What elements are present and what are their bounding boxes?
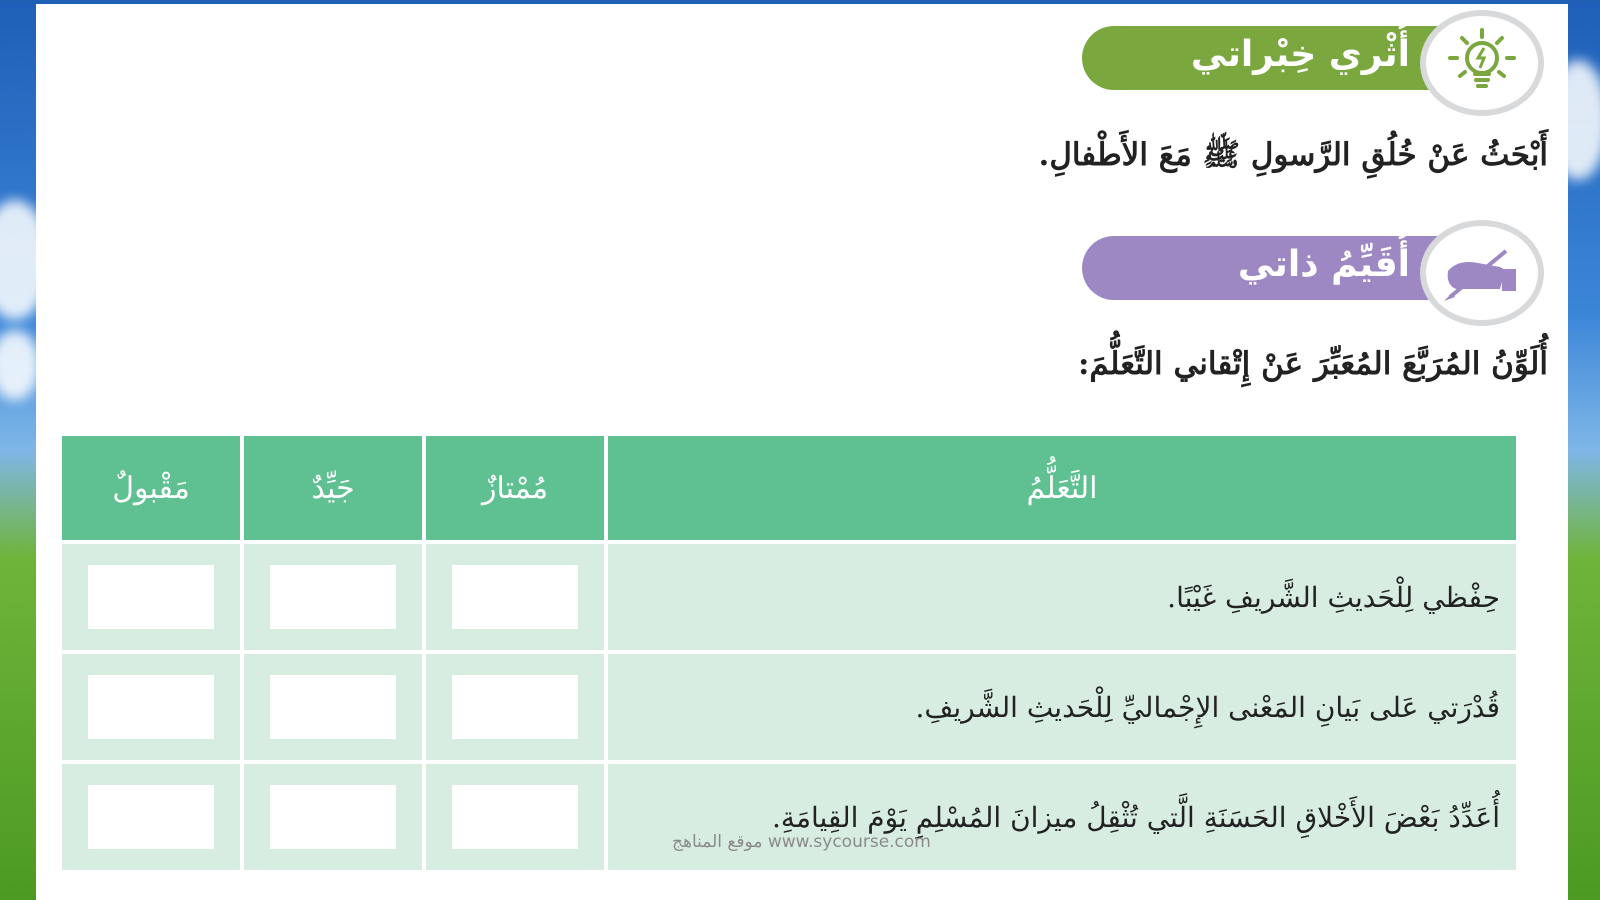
rating-box-good[interactable]	[270, 565, 396, 629]
banner-title: أُقَيِّمُ ذاتي	[1237, 244, 1410, 285]
self-assessment-banner	[1082, 220, 1544, 286]
rating-box-acceptable[interactable]	[88, 565, 214, 629]
row-text: قُدْرَتي عَلى بَيانِ المَعْنى الإِجْماليِّ لِلْحَديثِ الشَّريفِ.	[608, 654, 1516, 760]
worksheet-page	[36, 4, 1568, 900]
header-learning: التَّعَلُّمُ	[608, 436, 1516, 540]
table-header-row	[62, 436, 1516, 540]
site-watermark: موقع المناهج www.sycourse.com	[672, 832, 931, 852]
self-assessment-table	[58, 432, 1520, 874]
background-cloud	[0, 330, 40, 400]
table-row	[62, 764, 1516, 870]
row-text: أُعَدِّدُ بَعْضَ الأَخْلاقِ الحَسَنَةِ الَّتي تُثْقِلُ ميزانَ المُسْلِمِ يَوْمَ القِيامَةِ.	[608, 764, 1516, 870]
table-row	[62, 544, 1516, 650]
header-good: جَيِّدٌ	[244, 436, 422, 540]
rating-box-excellent[interactable]	[452, 675, 578, 739]
research-instruction: أَبْحَثُ عَنْ خُلُقِ الرَّسولِ ﷺ مَعَ الأَطْفالِ.	[1038, 137, 1548, 173]
rating-box-good[interactable]	[270, 785, 396, 849]
rating-box-excellent[interactable]	[452, 565, 578, 629]
banner-title: أُثْري خِبْراتي	[1190, 34, 1410, 75]
rating-box-acceptable[interactable]	[88, 785, 214, 849]
header-acceptable: مَقْبولٌ	[62, 436, 240, 540]
header-excellent: مُمْتازٌ	[426, 436, 604, 540]
row-text: حِفْظي لِلْحَديثِ الشَّريفِ غَيْبًا.	[608, 544, 1516, 650]
lightbulb-icon	[1420, 10, 1544, 116]
assessment-instruction: أُلَوِّنُ المُرَبَّعَ المُعَبِّرَ عَنْ إِتْقاني التَّعَلُّمَ:	[1077, 346, 1548, 382]
pencil-hand-icon	[1420, 220, 1544, 326]
rating-box-acceptable[interactable]	[88, 675, 214, 739]
enrich-experiences-banner	[1082, 10, 1544, 76]
rating-box-good[interactable]	[270, 675, 396, 739]
rating-box-excellent[interactable]	[452, 785, 578, 849]
table-row	[62, 654, 1516, 760]
